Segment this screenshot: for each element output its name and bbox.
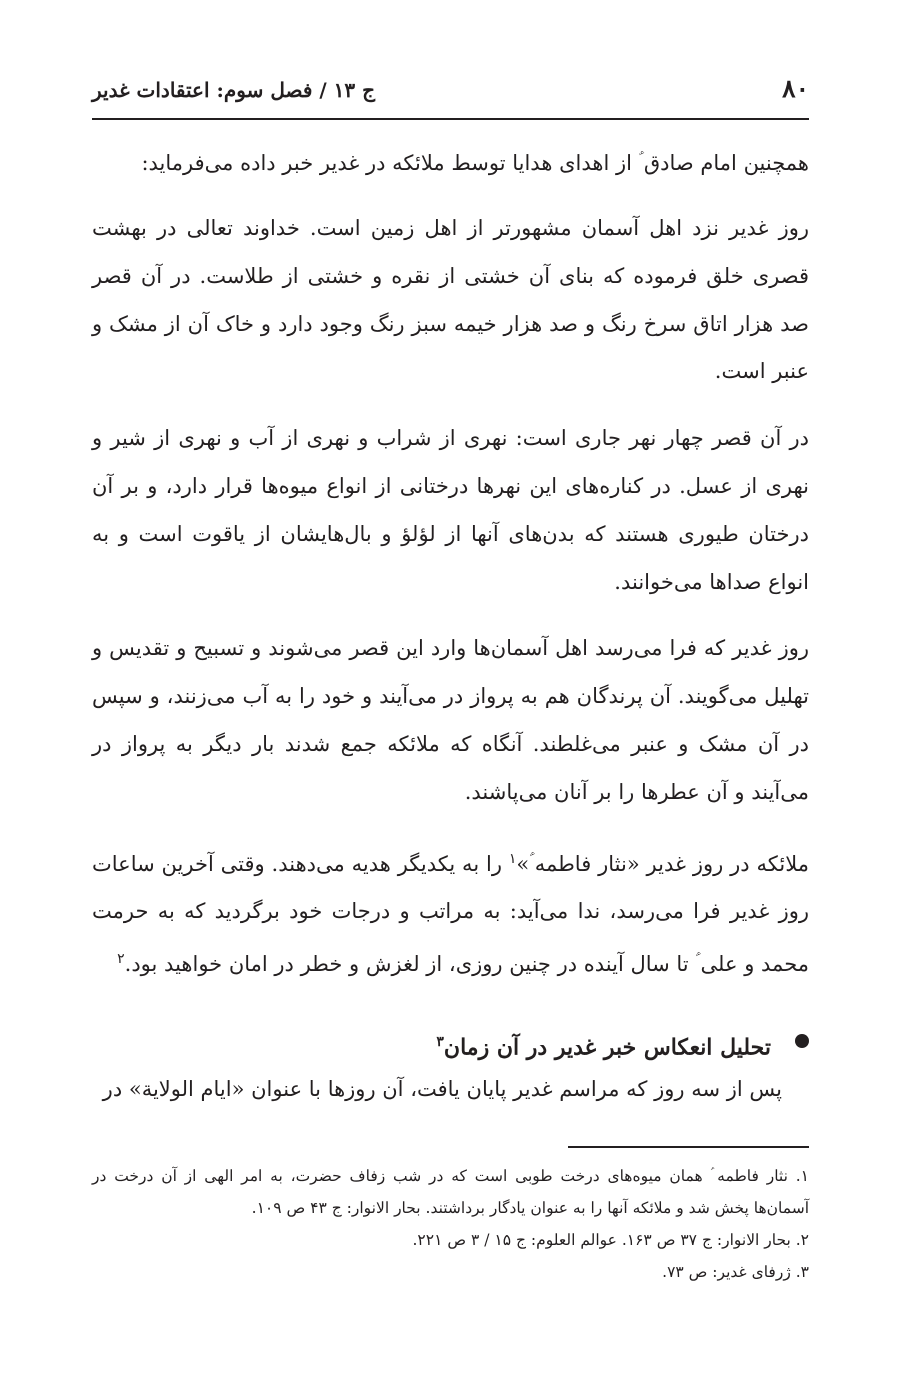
- footnote-3: ۳. ژرفای غدیر: ص ۷۳.: [662, 1263, 809, 1281]
- paragraph-1: روز غدیر نزد اهل آسمان مشهورتر از اهل زمین است. خداوند تعالی در بهشت قصری خلق فرموده که بنای آن خشتی از نقره و خشتی از طلاست. در آن قصر صد هزار اتاق سرخ رنگ و صد هزار خیمه سبز رنگ وجود دارد و خاک آن از مشک و عنبر است.: [92, 216, 809, 384]
- paragraph-4-text-a: ملائکه در روز غدیر «نثار فاطمه ؑ»: [516, 851, 809, 876]
- footnote-ref-3[interactable]: ۳: [436, 1034, 444, 1050]
- paragraph-4: [92, 836, 809, 989]
- section-heading-title: تحلیل انعکاس خبر غدیر در آن زمان: [443, 1034, 771, 1061]
- header-rule: [92, 118, 809, 120]
- footnote-1: ۱. نثار فاطمه ؑ همان میوه‌های درخت طوبی است که در شب زفاف حضرت، به امر الهی از آن درخت در آسمان‌ها پخش شد و ملائکه آنها را به عنوان یادگار برداشتند. بحار الانوار: ج ۴۳ ص ۱۰۹.: [92, 1167, 809, 1217]
- footnotes: [92, 1160, 809, 1288]
- paragraph-2: در آن قصر چهار نهر جاری است: نهری از شراب و نهری از آب و نهری از شیر و نهری از عسل. در کناره‌های این نهرها درختانی از انواع میوه‌ها قرار دارد، و بر آن درختان طیوری هستند که بدن‌های آنها از لؤلؤ و بال‌هایشان از یاقوت است و به انواع صداها می‌خوانند.: [92, 426, 809, 594]
- running-title: ج ۱۳ / فصل سوم: اعتقادات غدیر: [92, 78, 375, 102]
- footnote-ref-2[interactable]: ۲: [117, 951, 125, 968]
- footnote-ref-1[interactable]: ۱: [508, 850, 517, 867]
- paragraph-3: روز غدیر که فرا می‌رسد اهل آسمان‌ها وارد این قصر می‌شوند و تسبیح و تقدیس و تهلیل می‌گویند. آن پرندگان هم به پرواز در می‌آیند و خود را به آب می‌زنند، و سپس در آن مشک و عنبر می‌غلطند. آنگاه که ملائکه جمع شدند بار دیگر به پرواز در می‌آیند و آن عطرها را بر آنان می‌پاشند.: [92, 636, 809, 804]
- footnote-rule: [568, 1146, 809, 1148]
- page-number: ۸۰: [782, 74, 809, 103]
- body-text: [92, 205, 809, 1008]
- section-continuation: پس از سه روز که مراسم غدیر پایان یافت، آن روزها با عنوان «ایام الولایة» در: [102, 1077, 782, 1101]
- footnote-2: ۲. بحار الانوار: ج ۳۷ ص ۱۶۳. عوالم العلوم: ج ۱۵ / ۳ ص ۲۲۱.: [412, 1231, 809, 1249]
- bullet-icon: [795, 1034, 809, 1048]
- intro-line: همچنین امام صادق ؑ از اهدای هدایا توسط ملائکه در غدیر خبر داده می‌فرماید:: [141, 151, 809, 175]
- section-heading-text: [436, 1024, 771, 1065]
- paragraph-4-text-b: را به یکدیگر هدیه می‌دهند. وقتی آخرین ساعات روز غدیر فرا می‌رسد، ندا می‌آید: به مراتب و درجات خود برگردید که به حرمت محمد و علی ؑ تا سال آینده در چنین روزی، از لغزش و خطر در امان خواهید بود.: [92, 851, 810, 977]
- page-header: [92, 60, 809, 120]
- section-heading: [92, 1022, 809, 1062]
